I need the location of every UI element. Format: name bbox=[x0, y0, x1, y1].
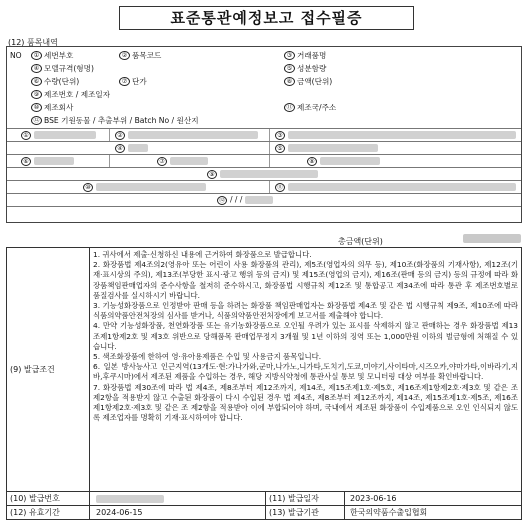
item-grid-end bbox=[7, 206, 521, 207]
legend-item-product-code: ② 품목코드 bbox=[119, 51, 161, 60]
validity-label: (12) 유효기간 bbox=[7, 506, 90, 519]
legend-item-model: ④ 모델규격(형명) bbox=[31, 64, 94, 73]
validity-row bbox=[7, 506, 521, 519]
cell-manufacturer: ⑩ bbox=[83, 181, 206, 193]
cell-unit-price: ⑦ bbox=[157, 155, 208, 167]
legend-item-manufacturer: ⑩ 제조회사 bbox=[31, 103, 73, 112]
issue-date-value: 2023-06-16 bbox=[350, 494, 397, 503]
legend-item-quantity: ⑥ 수량(단위) bbox=[31, 77, 79, 86]
issue-number-value bbox=[93, 492, 164, 505]
legend-item-amount: ⑧ 금액(단위) bbox=[284, 77, 332, 86]
agency-label: (13) 발급기관 bbox=[265, 506, 345, 519]
condition-4: 4. 만약 기능성화장품, 천연화장품 또는 유기농화장품으로 오인될 우려가 있는 표시를 삭제하지 않고 판매하는 경우 화장품법 제13조제1항제2호 및 제3호 위반으로 당해품목 판매업무정지 3개월 및 1년 이하의 징역 또는 1,000만원 이하의 벌금형에 처해질 수 있습니다. bbox=[93, 321, 518, 351]
cell-product-code: ② bbox=[115, 129, 258, 141]
condition-6: 6. 일본 방사능사고 인근지역(13개도·현:가나가와,군마,나가노,니가타,도치기,도쿄,미야기,사이타마,시즈오카,야마가타,이바라기,지바,후쿠시마)에서 제조된 제품을 수입하는 경우, 해당 지방식약청에 통관사실 통보 및 모니터링 대상 여부를 확인바랍니다. bbox=[93, 362, 518, 382]
issue-date-label: (11) 발급일자 bbox=[265, 492, 345, 505]
item-row-4 bbox=[7, 167, 521, 180]
legend-item-bse: ⑫ BSE 기원동물 / 추출부위 / Batch No / 원산지 bbox=[31, 116, 199, 125]
legend-item-country: ⑪ 제조국/주소 bbox=[284, 103, 336, 112]
condition-2: 2. 화장품법 제4조의2(영유아 또는 어린이 사용 화장품의 관리), 제5조(영업자의 의무 등), 제10조(화장품의 기재사항), 제12조(기재·표시상의 주의), 제13조(부당한 표시·광고 행위 등의 금지) 및 제15조(영업의 금지), 제16조(판매 등의 금지) 등의 규정에 따라 화장품책임판매업자의 준수사항을 철저히 준수하시고, 화장품법 시행규칙 제12조 및 통합공고 제34조에 따라 통관 후 제조번호별로 품질검사를 실시하시기 바랍니다. bbox=[93, 260, 518, 300]
condition-1: 1. 귀사에서 제출·신청하신 내용에 근거하여 화장품으로 발급합니다. bbox=[93, 250, 312, 259]
conditions-label: (9) 발급조건 bbox=[7, 248, 90, 491]
condition-3: 3. 기능성화장품으로 인정받아 판매 등을 하려는 화장품 책임판매업자는 화장품법 제4조 및 같은 법 시행규칙 제9조, 제10조에 따라 식품의약품안전처장의 심사를 받거나, 식품의약품안전처장에게 보고서를 제출해야 합니다. bbox=[93, 301, 518, 321]
item-legend bbox=[7, 47, 521, 127]
cell-model: ④ bbox=[115, 142, 148, 154]
section-item-details-label: (12) 품목내역 bbox=[8, 38, 58, 47]
item-row-3 bbox=[7, 154, 521, 167]
conditions-text bbox=[93, 250, 518, 423]
item-row-2 bbox=[7, 141, 521, 154]
legend-item-hs-code: ① 세번부호 bbox=[31, 51, 73, 60]
cell-quantity: ⑥ bbox=[21, 155, 74, 167]
issue-conditions-table bbox=[6, 247, 522, 520]
legend-item-unit-price: ⑦ 단가 bbox=[119, 77, 147, 86]
legend-item-trade-name: ③ 거래품명 bbox=[284, 51, 326, 60]
cell-lot-date: ⑨ bbox=[207, 168, 318, 180]
legend-item-ingredients: ⑤ 성분함량 bbox=[284, 64, 326, 73]
conditions-row bbox=[7, 248, 521, 492]
legend-item-lot-date: ⑨ 제조번호 / 제조일자 bbox=[31, 90, 110, 99]
cell-hs-code: ① bbox=[21, 129, 96, 141]
issue-number-label: (10) 발급번호 bbox=[7, 492, 90, 505]
document-title: 표준통관예정보고 접수필증 bbox=[119, 6, 414, 30]
issue-number-row bbox=[7, 492, 521, 506]
item-details-box bbox=[6, 46, 522, 223]
condition-5: 5. 색조화장품에 한하여 영·유아용제품은 수입 및 사용금지 품목입니다. bbox=[93, 352, 322, 362]
cell-trade-name: ③ bbox=[275, 129, 516, 141]
total-amount-label: 총금액(단위) bbox=[338, 237, 383, 246]
item-row-5 bbox=[7, 180, 521, 193]
total-amount-value bbox=[463, 234, 521, 243]
legend-no: NO bbox=[10, 51, 22, 60]
cell-amount: ⑧ bbox=[307, 155, 380, 167]
item-row-6 bbox=[7, 193, 521, 206]
agency-value: 한국의약품수출입협회 bbox=[350, 508, 428, 517]
validity-value: 2024-06-15 bbox=[96, 508, 143, 517]
condition-7: 7. 화장품법 제30조에 따라 법 제4조, 제8조부터 제12조까지, 제14조, 제15조제1호·제5호, 제16조제1항제2호·제3호 및 같은 조 제2항을 적용받지 않고 수출된 화장품이 다시 수입된 경우 법 제4조, 제8조부터 제12조까지, 제14조, 제15조제1호·제5조, 제16조제1항제2호·제3호 및 같은 조 제2항을 적용받아 이에 부합되어야 하며, 국내에서 제조된 화장품이 수입제품으로 오인 인식되지 않도록 제조업자를 명확히 기재·표시하여야 합니다. bbox=[93, 382, 518, 423]
cell-ingredients: ⑤ bbox=[275, 142, 378, 154]
item-row-1 bbox=[7, 128, 521, 141]
cell-bse: ⑫ / / / bbox=[217, 194, 273, 206]
cell-country-address: ⑪ bbox=[275, 181, 516, 193]
